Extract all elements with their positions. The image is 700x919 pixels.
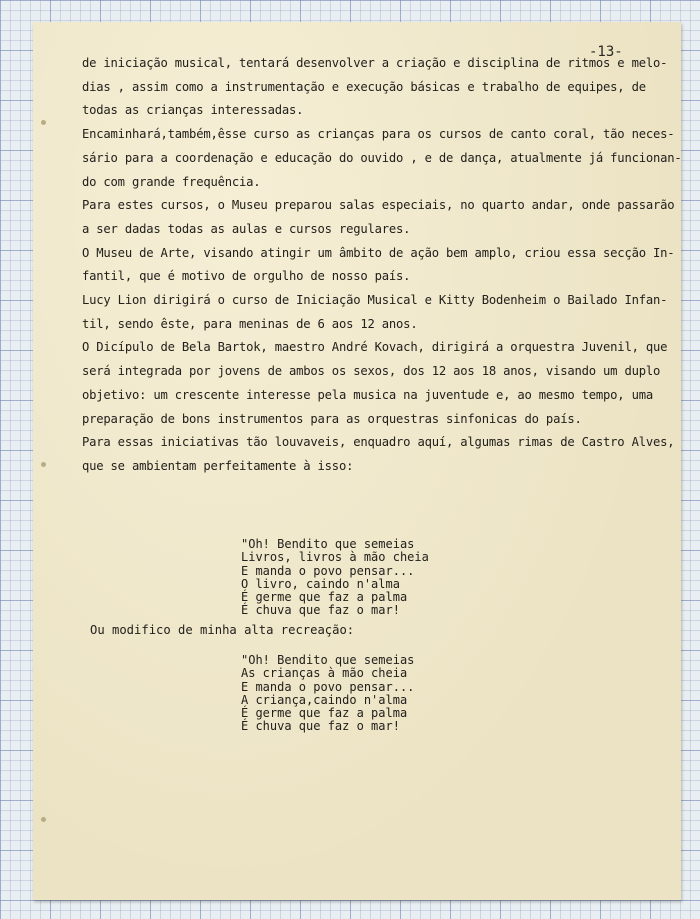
poem-line: É chuva que faz o mar!: [241, 603, 400, 618]
page-number: -13-: [589, 44, 623, 60]
binder-mark: [41, 120, 46, 125]
text-line: Para essas iniciativas tão louvaveis, enquadro aquí, algumas rimas de Castro Alves,: [82, 435, 675, 450]
text-line: a ser dadas todas as aulas e cursos regulares.: [82, 221, 411, 236]
text-line: O Dicípulo de Bela Bartok, maestro André Kovach, dirigirá a orquestra Juvenil, que: [82, 340, 668, 355]
poem-original: [241, 538, 429, 618]
text-line: til, sendo êste, para meninas de 6 aos 12 anos.: [82, 316, 418, 331]
text-line: O Museu de Arte, visando atingir um âmbito de ação bem amplo, criou essa secção In-: [82, 245, 675, 260]
binder-mark: [41, 817, 46, 822]
binder-mark: [41, 462, 46, 467]
poem-line: A criança,caindo n'alma: [241, 692, 408, 707]
text-line: de iniciação musical, tentará desenvolver a criação e disciplina de ritmos e melo-: [82, 56, 668, 70]
text-line: sário para a coordenação e educação do ouvido , e de dança, atualmente já funcionan-: [82, 150, 682, 165]
poem-line: E manda o povo pensar...: [241, 563, 415, 578]
poem-line: As crianças à mão cheia: [241, 666, 408, 681]
text-line: dias , assim como a instrumentação e execução básicas e trabalho de equipes, de: [82, 79, 646, 94]
text-line: do com grande frequência.: [82, 174, 261, 189]
modified-intro: Ou modifico de minha alta recreação:: [90, 623, 355, 637]
poem-modified: [241, 654, 414, 734]
poem-line: E manda o povo pensar...: [241, 679, 415, 694]
text-line: fantil, que é motivo de orgulho de nosso país.: [82, 269, 411, 284]
text-line: Encaminhará,também,êsse curso as crianças para os cursos de canto coral, tão neces-: [82, 127, 675, 142]
text-line: que se ambientam perfeitamente à isso:: [82, 458, 354, 473]
text-line: objetivo: um crescente interesse pela musica na juventude e, ao mesmo tempo, uma: [82, 387, 653, 402]
text-line: será integrada por jovens de ambos os sexos, dos 12 aos 18 anos, visando um duplo: [82, 364, 661, 379]
poem-line: É chuva que faz o mar!: [241, 719, 400, 734]
text-line: Lucy Lion dirigirá o curso de Iniciação Musical e Kitty Bodenheim o Bailado Infan-: [82, 293, 668, 308]
poem-line: "Oh! Bendito que semeias: [241, 653, 415, 667]
poem-line: O livro, caindo n'alma: [241, 576, 400, 591]
poem-line: É germe que faz a palma: [241, 590, 408, 605]
text-line: preparação de bons instrumentos para as orquestras sinfonicas do país.: [82, 411, 582, 426]
text-line: Para estes cursos, o Museu preparou salas especiais, no quarto andar, onde passarão: [82, 198, 675, 213]
poem-line: "Oh! Bendito que semeias: [241, 537, 415, 551]
text-line: todas as crianças interessadas.: [82, 103, 304, 118]
poem-line: Livros, livros à mão cheia: [241, 550, 429, 565]
body-paragraphs: [82, 52, 682, 479]
poem-line: É germe que faz a palma: [241, 706, 408, 721]
